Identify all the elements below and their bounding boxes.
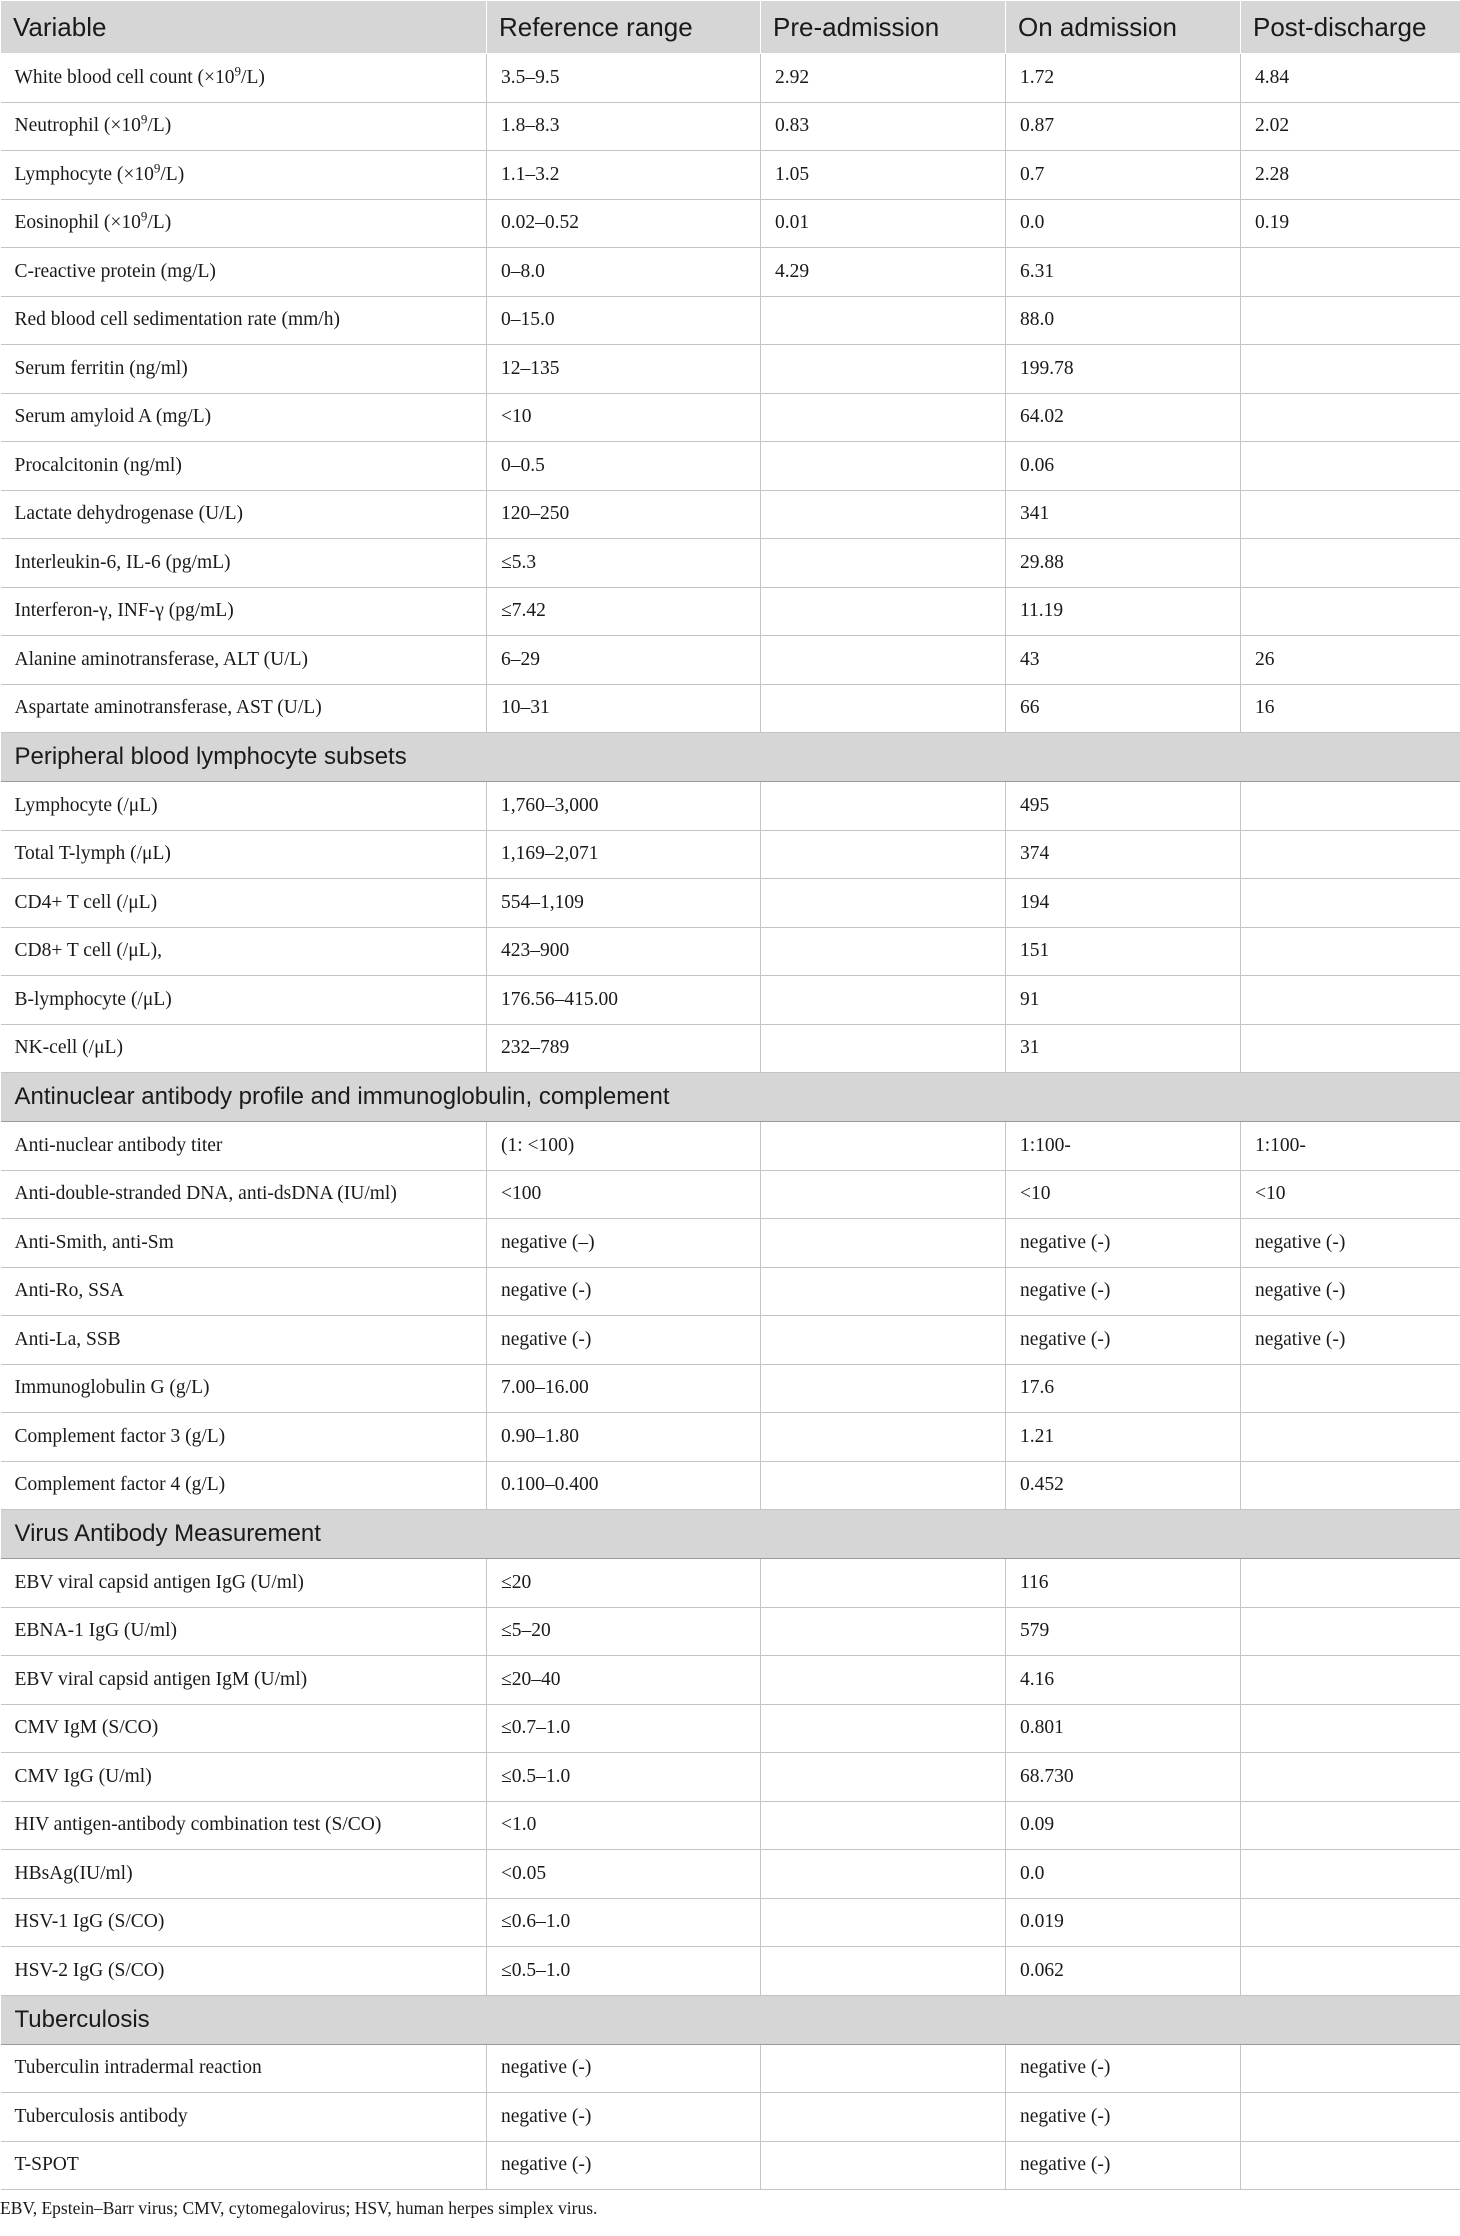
reference-range-cell: ≤0.7–1.0 xyxy=(487,1704,761,1753)
variable-cell: HBsAg(IU/ml) xyxy=(1,1850,487,1899)
exponent: 9 xyxy=(234,63,242,79)
on-admission-cell: 1.21 xyxy=(1006,1413,1241,1462)
variable-cell: HIV antigen-antibody combination test (S/CO) xyxy=(1,1801,487,1850)
on-admission-cell: 0.09 xyxy=(1006,1801,1241,1850)
variable-cell: EBNA-1 IgG (U/ml) xyxy=(1,1607,487,1656)
table-row xyxy=(1,102,1460,151)
post-discharge-cell xyxy=(1241,1753,1460,1802)
table-row xyxy=(1,1364,1460,1413)
reference-range-cell: ≤5–20 xyxy=(487,1607,761,1656)
variable-cell: Neutrophil $(\times 10^9/L)$ xyxy=(1,102,487,151)
pre-admission-cell xyxy=(761,296,1006,345)
on-admission-cell: 0.801 xyxy=(1006,1704,1241,1753)
pre-admission-cell xyxy=(761,2044,1006,2093)
header-pre-admission: Pre-admission xyxy=(761,1,1006,54)
on-admission-cell: 374 xyxy=(1006,830,1241,879)
post-discharge-cell xyxy=(1241,1413,1460,1462)
pre-admission-cell xyxy=(761,1850,1006,1899)
reference-range-cell: negative (-) xyxy=(487,1316,761,1365)
reference-range-cell: 3.5–9.5 xyxy=(487,54,761,103)
table-row xyxy=(1,345,1460,394)
variable-cell: B-lymphocyte (/μL) xyxy=(1,976,487,1025)
reference-range-cell: ≤0.5–1.0 xyxy=(487,1753,761,1802)
on-admission-cell: 29.88 xyxy=(1006,539,1241,588)
variable-cell: White blood cell count $(\times 10^9/L)$ xyxy=(1,54,487,103)
variable-cell: Tuberculin intradermal reaction xyxy=(1,2044,487,2093)
on-admission-cell: 0.87 xyxy=(1006,102,1241,151)
variable-cell: Aspartate aminotransferase, AST (U/L) xyxy=(1,684,487,733)
pre-admission-cell xyxy=(761,1316,1006,1365)
reference-range-cell: <0.05 xyxy=(487,1850,761,1899)
variable-cell: Total T-lymph (/μL) xyxy=(1,830,487,879)
table-row xyxy=(1,1122,1460,1171)
table-body xyxy=(1,54,1460,2190)
pre-admission-cell: 2.92 xyxy=(761,54,1006,103)
table-row xyxy=(1,296,1460,345)
reference-range-cell: 1.8–8.3 xyxy=(487,102,761,151)
pre-admission-cell xyxy=(761,442,1006,491)
on-admission-cell: negative (-) xyxy=(1006,2093,1241,2142)
on-admission-cell: 91 xyxy=(1006,976,1241,1025)
table-row xyxy=(1,490,1460,539)
pre-admission-cell xyxy=(761,1267,1006,1316)
exponent: 9 xyxy=(140,208,148,224)
pre-admission-cell xyxy=(761,1364,1006,1413)
pre-admission-cell xyxy=(761,782,1006,831)
variable-cell: Lymphocyte (/μL) xyxy=(1,782,487,831)
table-row xyxy=(1,684,1460,733)
table-row xyxy=(1,1898,1460,1947)
variable-cell: Serum amyloid A (mg/L) xyxy=(1,393,487,442)
on-admission-cell: 1:100- xyxy=(1006,1122,1241,1171)
post-discharge-cell: 0.19 xyxy=(1241,199,1460,248)
variable-cell: Tuberculosis antibody xyxy=(1,2093,487,2142)
pre-admission-cell xyxy=(761,1170,1006,1219)
pre-admission-cell xyxy=(761,927,1006,976)
post-discharge-cell: negative (-) xyxy=(1241,1267,1460,1316)
reference-range-cell: 554–1,109 xyxy=(487,879,761,928)
table-row xyxy=(1,1267,1460,1316)
reference-range-cell: negative (-) xyxy=(487,2093,761,2142)
section-header-row xyxy=(1,1073,1460,1122)
section-title: Peripheral blood lymphocyte subsets xyxy=(1,733,1460,782)
reference-range-cell: ≤0.5–1.0 xyxy=(487,1947,761,1996)
table-row xyxy=(1,976,1460,1025)
on-admission-cell: negative (-) xyxy=(1006,1316,1241,1365)
reference-range-cell: 7.00–16.00 xyxy=(487,1364,761,1413)
reference-range-cell: negative (-) xyxy=(487,2141,761,2190)
on-admission-cell: 199.78 xyxy=(1006,345,1241,394)
exponent: 9 xyxy=(153,160,161,176)
variable-cell: Anti-Smith, anti-Sm xyxy=(1,1219,487,1268)
post-discharge-cell xyxy=(1241,539,1460,588)
variable-cell: Anti-Ro, SSA xyxy=(1,1267,487,1316)
reference-range-cell: 120–250 xyxy=(487,490,761,539)
pre-admission-cell: 1.05 xyxy=(761,151,1006,200)
table-row xyxy=(1,2044,1460,2093)
pre-admission-cell xyxy=(761,1461,1006,1510)
header-variable: Variable xyxy=(1,1,487,54)
table-row xyxy=(1,830,1460,879)
post-discharge-cell xyxy=(1241,1947,1460,1996)
on-admission-cell: 6.31 xyxy=(1006,248,1241,297)
pre-admission-cell xyxy=(761,345,1006,394)
variable-cell: Interferon-γ, INF-γ (pg/mL) xyxy=(1,587,487,636)
post-discharge-cell xyxy=(1241,976,1460,1025)
reference-range-cell: 1,760–3,000 xyxy=(487,782,761,831)
reference-range-cell: 6–29 xyxy=(487,636,761,685)
table-row xyxy=(1,1413,1460,1462)
table-row xyxy=(1,539,1460,588)
pre-admission-cell xyxy=(761,393,1006,442)
on-admission-cell: negative (-) xyxy=(1006,1219,1241,1268)
pre-admission-cell xyxy=(761,2141,1006,2190)
pre-admission-cell xyxy=(761,1559,1006,1608)
on-admission-cell: 194 xyxy=(1006,879,1241,928)
on-admission-cell: 341 xyxy=(1006,490,1241,539)
variable-cell: HSV-1 IgG (S/CO) xyxy=(1,1898,487,1947)
on-admission-cell: 64.02 xyxy=(1006,393,1241,442)
reference-range-cell: <1.0 xyxy=(487,1801,761,1850)
reference-range-cell: negative (–) xyxy=(487,1219,761,1268)
pre-admission-cell xyxy=(761,1122,1006,1171)
variable-cell: CMV IgG (U/ml) xyxy=(1,1753,487,1802)
variable-cell: C-reactive protein (mg/L) xyxy=(1,248,487,297)
reference-range-cell: ≤5.3 xyxy=(487,539,761,588)
variable-cell: Interleukin-6, IL-6 (pg/mL) xyxy=(1,539,487,588)
section-title: Tuberculosis xyxy=(1,1995,1460,2044)
post-discharge-cell xyxy=(1241,1898,1460,1947)
on-admission-cell: 0.7 xyxy=(1006,151,1241,200)
table-row xyxy=(1,151,1460,200)
header-reference-range: Reference range xyxy=(487,1,761,54)
reference-range-cell: ≤20–40 xyxy=(487,1656,761,1705)
post-discharge-cell xyxy=(1241,296,1460,345)
reference-range-cell: ≤7.42 xyxy=(487,587,761,636)
pre-admission-cell xyxy=(761,636,1006,685)
post-discharge-cell: <10 xyxy=(1241,1170,1460,1219)
post-discharge-cell xyxy=(1241,1656,1460,1705)
post-discharge-cell: negative (-) xyxy=(1241,1219,1460,1268)
on-admission-cell: negative (-) xyxy=(1006,2044,1241,2093)
variable-cell: Anti-La, SSB xyxy=(1,1316,487,1365)
on-admission-cell: 88.0 xyxy=(1006,296,1241,345)
table-row xyxy=(1,1170,1460,1219)
on-admission-cell: 66 xyxy=(1006,684,1241,733)
table-row xyxy=(1,1559,1460,1608)
table-row xyxy=(1,587,1460,636)
reference-range-cell: <10 xyxy=(487,393,761,442)
reference-range-cell: ≤20 xyxy=(487,1559,761,1608)
variable-cell: Anti-nuclear antibody titer xyxy=(1,1122,487,1171)
variable-cell: Red blood cell sedimentation rate (mm/h) xyxy=(1,296,487,345)
variable-cell: Lymphocyte $(\times 10^9/L)$ xyxy=(1,151,487,200)
variable-cell: NK-cell (/μL) xyxy=(1,1024,487,1073)
pre-admission-cell xyxy=(761,1947,1006,1996)
pre-admission-cell xyxy=(761,879,1006,928)
reference-range-cell: 0–8.0 xyxy=(487,248,761,297)
variable-cell: Complement factor 4 (g/L) xyxy=(1,1461,487,1510)
pre-admission-cell xyxy=(761,976,1006,1025)
reference-range-cell: 423–900 xyxy=(487,927,761,976)
section-header-row xyxy=(1,733,1460,782)
on-admission-cell: 68.730 xyxy=(1006,1753,1241,1802)
reference-range-cell: <100 xyxy=(487,1170,761,1219)
reference-range-cell: 1.1–3.2 xyxy=(487,151,761,200)
table-row xyxy=(1,1316,1460,1365)
reference-range-cell: negative (-) xyxy=(487,2044,761,2093)
exponent: 9 xyxy=(140,111,148,127)
post-discharge-cell xyxy=(1241,490,1460,539)
table-header xyxy=(1,1,1460,54)
table-row xyxy=(1,1850,1460,1899)
post-discharge-cell xyxy=(1241,1607,1460,1656)
reference-range-cell: 0.90–1.80 xyxy=(487,1413,761,1462)
on-admission-cell: 579 xyxy=(1006,1607,1241,1656)
table-row xyxy=(1,1801,1460,1850)
post-discharge-cell xyxy=(1241,830,1460,879)
table-row xyxy=(1,199,1460,248)
table-row xyxy=(1,782,1460,831)
table-footnote: EBV, Epstein–Barr virus; CMV, cytomegalovirus; HSV, human herpes simplex virus. xyxy=(0,2198,598,2218)
variable-cell: EBV viral capsid antigen IgM (U/ml) xyxy=(1,1656,487,1705)
pre-admission-cell xyxy=(761,684,1006,733)
table-row xyxy=(1,927,1460,976)
table-row xyxy=(1,248,1460,297)
pre-admission-cell xyxy=(761,1704,1006,1753)
table-row xyxy=(1,1704,1460,1753)
section-title: Antinuclear antibody profile and immunoglobulin, complement xyxy=(1,1073,1460,1122)
reference-range-cell: 176.56–415.00 xyxy=(487,976,761,1025)
post-discharge-cell: 16 xyxy=(1241,684,1460,733)
post-discharge-cell: 2.28 xyxy=(1241,151,1460,200)
post-discharge-cell: negative (-) xyxy=(1241,1316,1460,1365)
post-discharge-cell xyxy=(1241,248,1460,297)
variable-cell: CMV IgM (S/CO) xyxy=(1,1704,487,1753)
post-discharge-cell: 2.02 xyxy=(1241,102,1460,151)
variable-cell: Alanine aminotransferase, ALT (U/L) xyxy=(1,636,487,685)
pre-admission-cell: 4.29 xyxy=(761,248,1006,297)
table-row xyxy=(1,1024,1460,1073)
table-row xyxy=(1,1219,1460,1268)
post-discharge-cell xyxy=(1241,1850,1460,1899)
table-row xyxy=(1,1607,1460,1656)
table-row xyxy=(1,54,1460,103)
table-row xyxy=(1,393,1460,442)
pre-admission-cell xyxy=(761,1413,1006,1462)
on-admission-cell: 0.062 xyxy=(1006,1947,1241,1996)
on-admission-cell: 17.6 xyxy=(1006,1364,1241,1413)
post-discharge-cell xyxy=(1241,2093,1460,2142)
post-discharge-cell xyxy=(1241,2044,1460,2093)
variable-cell: Immunoglobulin G (g/L) xyxy=(1,1364,487,1413)
reference-range-cell: 1,169–2,071 xyxy=(487,830,761,879)
on-admission-cell: negative (-) xyxy=(1006,1267,1241,1316)
post-discharge-cell xyxy=(1241,1364,1460,1413)
on-admission-cell: 1.72 xyxy=(1006,54,1241,103)
pre-admission-cell xyxy=(761,1898,1006,1947)
post-discharge-cell xyxy=(1241,1559,1460,1608)
on-admission-cell: 0.0 xyxy=(1006,199,1241,248)
pre-admission-cell xyxy=(761,587,1006,636)
table-row xyxy=(1,442,1460,491)
pre-admission-cell xyxy=(761,490,1006,539)
variable-cell: Lactate dehydrogenase (U/L) xyxy=(1,490,487,539)
header-post-discharge: Post-discharge xyxy=(1241,1,1460,54)
table-row xyxy=(1,636,1460,685)
on-admission-cell: 0.452 xyxy=(1006,1461,1241,1510)
pre-admission-cell xyxy=(761,1656,1006,1705)
table-row xyxy=(1,1656,1460,1705)
pre-admission-cell xyxy=(761,1801,1006,1850)
pre-admission-cell xyxy=(761,2093,1006,2142)
on-admission-cell: 151 xyxy=(1006,927,1241,976)
reference-range-cell: 10–31 xyxy=(487,684,761,733)
on-admission-cell: 116 xyxy=(1006,1559,1241,1608)
post-discharge-cell xyxy=(1241,1024,1460,1073)
post-discharge-cell: 4.84 xyxy=(1241,54,1460,103)
table-row xyxy=(1,879,1460,928)
post-discharge-cell xyxy=(1241,782,1460,831)
on-admission-cell: 43 xyxy=(1006,636,1241,685)
post-discharge-cell xyxy=(1241,1801,1460,1850)
post-discharge-cell xyxy=(1241,2141,1460,2190)
post-discharge-cell xyxy=(1241,345,1460,394)
variable-cell: T-SPOT xyxy=(1,2141,487,2190)
post-discharge-cell xyxy=(1241,1461,1460,1510)
header-on-admission: On admission xyxy=(1006,1,1241,54)
post-discharge-cell: 1:100- xyxy=(1241,1122,1460,1171)
pre-admission-cell xyxy=(761,539,1006,588)
variable-cell: CD4+ T cell (/μL) xyxy=(1,879,487,928)
variable-cell: EBV viral capsid antigen IgG (U/ml) xyxy=(1,1559,487,1608)
variable-cell: Procalcitonin (ng/ml) xyxy=(1,442,487,491)
reference-range-cell: 0.02–0.52 xyxy=(487,199,761,248)
pre-admission-cell xyxy=(761,1219,1006,1268)
reference-range-cell: 0–15.0 xyxy=(487,296,761,345)
post-discharge-cell xyxy=(1241,879,1460,928)
reference-range-cell: (1: <100) xyxy=(487,1122,761,1171)
header-row xyxy=(1,1,1460,54)
pre-admission-cell xyxy=(761,830,1006,879)
on-admission-cell: 0.019 xyxy=(1006,1898,1241,1947)
variable-cell: Eosinophil $(\times 10^9/L)$ xyxy=(1,199,487,248)
variable-cell: Serum ferritin (ng/ml) xyxy=(1,345,487,394)
pre-admission-cell: 0.01 xyxy=(761,199,1006,248)
reference-range-cell: 0–0.5 xyxy=(487,442,761,491)
table-row xyxy=(1,2141,1460,2190)
pre-admission-cell xyxy=(761,1753,1006,1802)
on-admission-cell: negative (-) xyxy=(1006,2141,1241,2190)
on-admission-cell: 11.19 xyxy=(1006,587,1241,636)
table-row xyxy=(1,1947,1460,1996)
post-discharge-cell xyxy=(1241,1704,1460,1753)
section-header-row xyxy=(1,1510,1460,1559)
reference-range-cell: ≤0.6–1.0 xyxy=(487,1898,761,1947)
reference-range-cell: negative (-) xyxy=(487,1267,761,1316)
on-admission-cell: 0.06 xyxy=(1006,442,1241,491)
on-admission-cell: 4.16 xyxy=(1006,1656,1241,1705)
pre-admission-cell xyxy=(761,1607,1006,1656)
reference-range-cell: 0.100–0.400 xyxy=(487,1461,761,1510)
post-discharge-cell xyxy=(1241,927,1460,976)
on-admission-cell: <10 xyxy=(1006,1170,1241,1219)
post-discharge-cell xyxy=(1241,393,1460,442)
post-discharge-cell xyxy=(1241,587,1460,636)
post-discharge-cell xyxy=(1241,442,1460,491)
on-admission-cell: 0.0 xyxy=(1006,1850,1241,1899)
variable-cell: Complement factor 3 (g/L) xyxy=(1,1413,487,1462)
table-row xyxy=(1,1753,1460,1802)
section-title: Virus Antibody Measurement xyxy=(1,1510,1460,1559)
section-header-row xyxy=(1,1995,1460,2044)
reference-range-cell: 232–789 xyxy=(487,1024,761,1073)
pre-admission-cell: 0.83 xyxy=(761,102,1006,151)
on-admission-cell: 31 xyxy=(1006,1024,1241,1073)
variable-cell: Anti-double-stranded DNA, anti-dsDNA (IU/ml) xyxy=(1,1170,487,1219)
post-discharge-cell: 26 xyxy=(1241,636,1460,685)
variable-cell: CD8+ T cell (/μL), xyxy=(1,927,487,976)
table-row xyxy=(1,1461,1460,1510)
variable-cell: HSV-2 IgG (S/CO) xyxy=(1,1947,487,1996)
pre-admission-cell xyxy=(761,1024,1006,1073)
table-row xyxy=(1,2093,1460,2142)
reference-range-cell: 12–135 xyxy=(487,345,761,394)
on-admission-cell: 495 xyxy=(1006,782,1241,831)
